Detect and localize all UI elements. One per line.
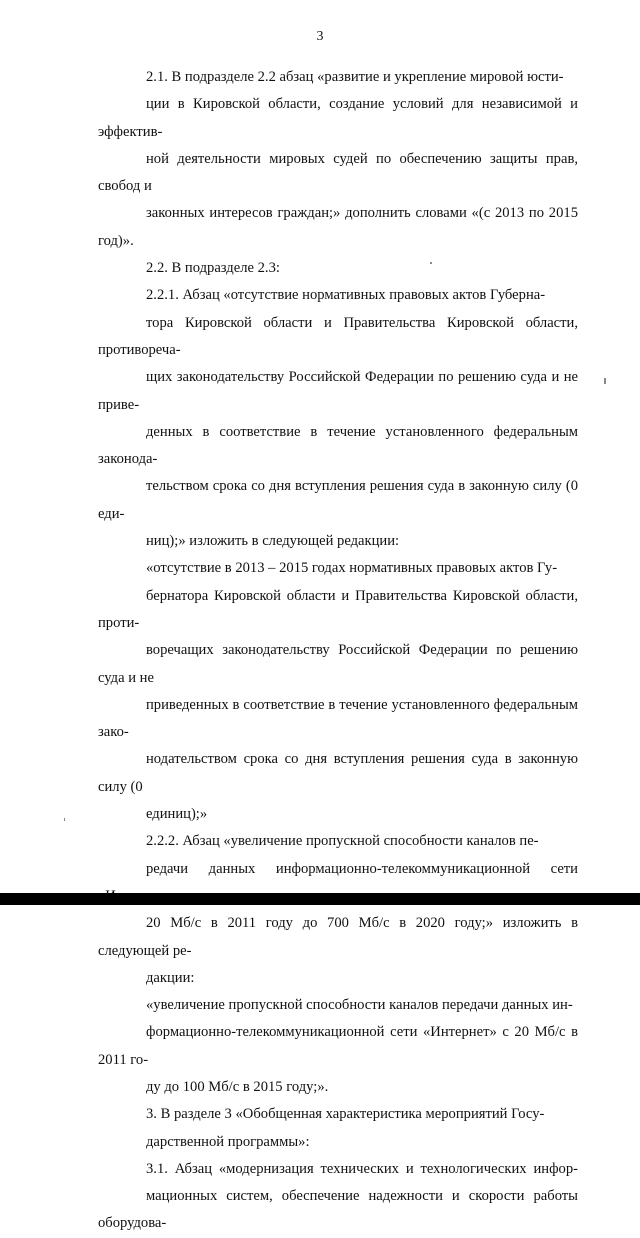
text-line: 20 Мб/с в 2011 году до 700 Мб/с в 2020 году;» изложить в следующей ре- bbox=[98, 915, 578, 959]
text-line: ниц);» изложить в следующей редакции: bbox=[146, 533, 400, 550]
paragraph-2-2-2 bbox=[98, 828, 578, 992]
text-line: нодательством срока со дня вступления решения суда в законную силу (0 bbox=[98, 751, 578, 795]
scan-speck bbox=[604, 378, 606, 384]
text-line: дарственной программы»: bbox=[146, 1133, 310, 1150]
scan-border-bar bbox=[0, 893, 640, 905]
scan-speck bbox=[430, 262, 432, 264]
text-line: 2.2. В подразделе 2.3: bbox=[146, 260, 280, 277]
text-line: «увеличение пропускной способности каналов передачи данных ин- bbox=[146, 997, 573, 1014]
text-line: тельством срока со дня вступления решения суда в законную силу (0 еди- bbox=[98, 478, 578, 522]
text-line: тора Кировской области и Правительства Кировской области, противореча- bbox=[98, 314, 578, 358]
text-line: бернатора Кировской области и Правительства Кировской области, проти- bbox=[98, 587, 578, 631]
document-body bbox=[98, 64, 578, 1238]
text-line: «отсутствие в 2013 – 2015 годах нормативных правовых актов Гу- bbox=[146, 560, 558, 577]
text-line: 3.1. Абзац «модернизация технических и технологических инфор- bbox=[146, 1160, 578, 1177]
text-line: приведенных в соответствие в течение установленного федеральным зако- bbox=[98, 696, 578, 741]
paragraph-3-1 bbox=[98, 1156, 578, 1238]
text-line: мационных систем, обеспечение надежности и скорости работы оборудова- bbox=[98, 1188, 578, 1232]
text-line: ду до 100 Мб/с в 2015 году;». bbox=[146, 1078, 329, 1095]
text-line: формационно-телекоммуникационной сети «Интернет» с 20 Мб/с в 2011 го- bbox=[98, 1024, 578, 1068]
text-line: редачи данных информационно-телекоммуникационной сети bbox=[146, 860, 578, 877]
text-line: законных интересов граждан;» дополнить словами «(с 2013 по 2015 год)». bbox=[98, 205, 578, 249]
scan-speck bbox=[64, 818, 65, 821]
paragraph-quote-2 bbox=[98, 992, 578, 1101]
text-line: 2.2.2. Абзац «увеличение пропускной способности каналов пе- bbox=[146, 833, 539, 850]
paragraph-quote-1 bbox=[98, 555, 578, 828]
text-line: 2.2.1. Абзац «отсутствие нормативных правовых актов Губерна- bbox=[146, 287, 546, 304]
paragraph-3 bbox=[98, 1101, 578, 1156]
text-line: единиц);» bbox=[146, 806, 208, 823]
paragraph-2-2 bbox=[98, 255, 578, 282]
text-line: 3. В разделе 3 «Обобщенная характеристика мероприятий Госу- bbox=[146, 1106, 545, 1123]
paragraph-2-2-1 bbox=[98, 282, 578, 555]
paragraph-2-1 bbox=[98, 64, 578, 255]
page-number: 3 bbox=[316, 29, 324, 44]
text-line: ной деятельности мировых судей по обеспечению защиты прав, свобод и bbox=[98, 150, 578, 195]
text-line: 2.1. В подразделе 2.2 абзац «развитие и укрепление мировой юсти- bbox=[146, 69, 564, 85]
text-line: воречащих законодательству Российской Федерации по решению суда и не bbox=[98, 642, 578, 686]
text-line: денных в соответствие в течение установленного федеральным законода- bbox=[98, 423, 578, 468]
text-line: щих законодательству Российской Федерации по решению суда и не приве- bbox=[98, 369, 578, 413]
text-line: дакции: bbox=[146, 969, 195, 986]
text-line: ции в Кировской области, создание условий для независимой и эффектив- bbox=[98, 96, 578, 140]
